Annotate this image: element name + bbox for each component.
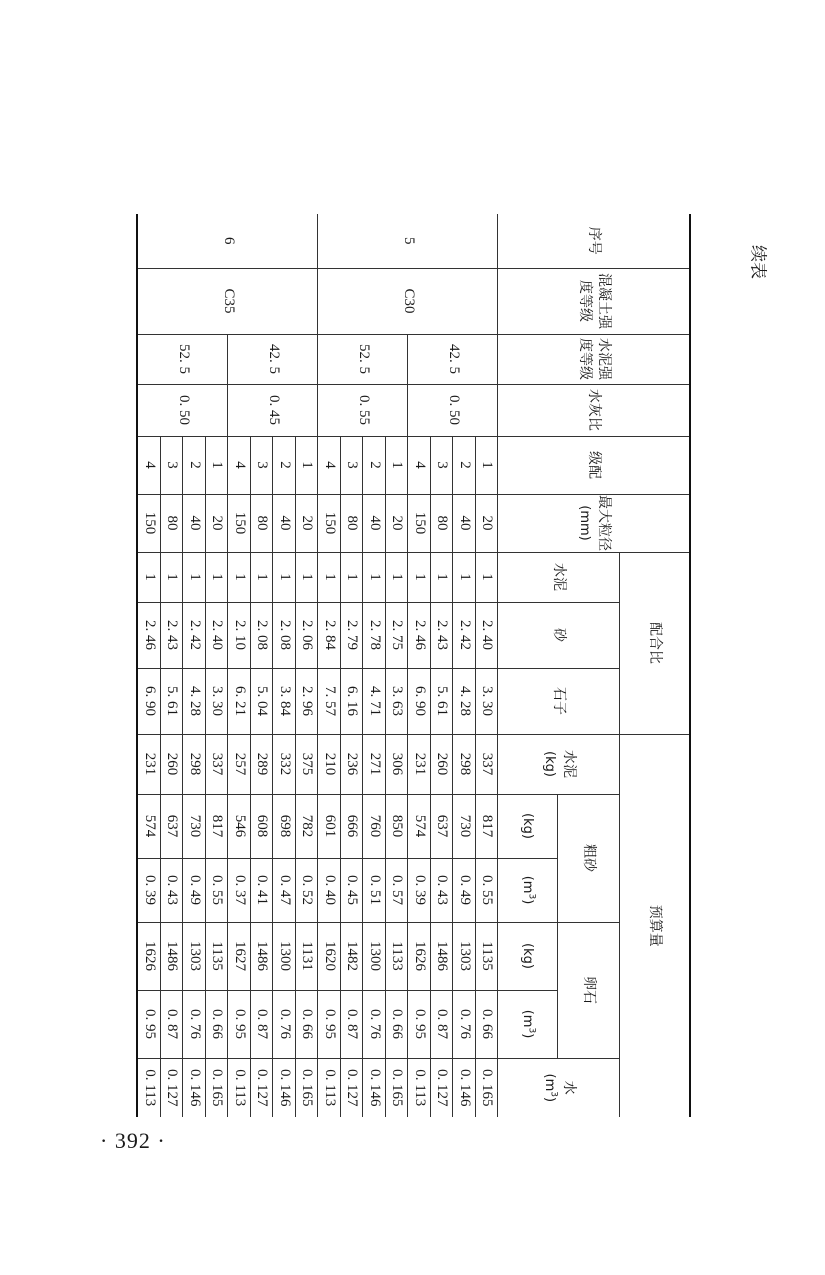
cell-peb-kg: 1620 <box>318 922 341 990</box>
cell-water: 0. 146 <box>453 1058 476 1117</box>
cell-peb-m3: 0. 66 <box>386 990 409 1058</box>
table-wrapper <box>119 214 691 1117</box>
cell-water: 0. 127 <box>161 1058 184 1117</box>
cell-peb-kg: 1303 <box>453 922 476 990</box>
cell-water: 0. 127 <box>251 1058 274 1117</box>
cell-cem: 231 <box>408 734 431 794</box>
cell-seq: 5 <box>318 214 498 268</box>
cell-g: 6. 21 <box>228 668 251 734</box>
cell-sand-m3: 0. 49 <box>453 858 476 922</box>
cell-sand-m3: 0. 37 <box>228 858 251 922</box>
cell-water: 0. 165 <box>296 1058 319 1117</box>
cell-grad: 3 <box>161 436 184 494</box>
cell-water: 0. 127 <box>431 1058 454 1117</box>
cell-max: 40 <box>183 494 206 552</box>
cell-peb-kg: 1135 <box>476 922 499 990</box>
cell-s: 2. 06 <box>296 602 319 668</box>
cell-cement-grade: 42. 5 <box>408 334 498 384</box>
continued-label: 续表 <box>747 245 768 279</box>
cell-wc-ratio: 0. 50 <box>408 384 498 436</box>
cell-c: 1 <box>363 552 386 602</box>
cell-cem: 375 <box>296 734 319 794</box>
cell-max: 80 <box>431 494 454 552</box>
cell-cem: 298 <box>183 734 206 794</box>
cell-cem: 210 <box>318 734 341 794</box>
cell-peb-m3: 0. 66 <box>476 990 499 1058</box>
cell-s: 2. 42 <box>183 602 206 668</box>
cell-max: 150 <box>138 494 161 552</box>
cell-g: 2. 96 <box>296 668 319 734</box>
header-water: 水 $(m^3)$ <box>498 1058 620 1117</box>
cell-cem: 337 <box>206 734 229 794</box>
cell-peb-m3: 0. 95 <box>408 990 431 1058</box>
cell-sand-m3: 0. 45 <box>341 858 364 922</box>
cell-peb-m3: 0. 66 <box>206 990 229 1058</box>
cell-max: 40 <box>363 494 386 552</box>
cell-peb-m3: 0. 76 <box>183 990 206 1058</box>
cell-max: 20 <box>386 494 409 552</box>
table-row <box>386 214 409 1117</box>
cell-sand-kg: 574 <box>138 794 161 858</box>
cell-grad: 2 <box>183 436 206 494</box>
cell-grad: 2 <box>273 436 296 494</box>
cell-water: 0. 113 <box>408 1058 431 1117</box>
cell-max: 20 <box>206 494 229 552</box>
cell-water: 0. 146 <box>183 1058 206 1117</box>
cell-cem: 260 <box>161 734 184 794</box>
cell-s: 2. 40 <box>206 602 229 668</box>
cell-g: 5. 04 <box>251 668 274 734</box>
cell-s: 2. 08 <box>273 602 296 668</box>
cell-sand-m3: 0. 43 <box>161 858 184 922</box>
cell-cem: 257 <box>228 734 251 794</box>
cell-cem: 289 <box>251 734 274 794</box>
cell-peb-kg: 1300 <box>273 922 296 990</box>
cell-g: 6. 90 <box>408 668 431 734</box>
cell-max: 80 <box>251 494 274 552</box>
header-concrete-grade: 混凝土强度等级 <box>498 268 690 334</box>
cell-s: 2. 43 <box>431 602 454 668</box>
cell-max: 80 <box>161 494 184 552</box>
header-cement-kg: 水泥 (kg) <box>498 734 620 794</box>
cell-peb-m3: 0. 76 <box>273 990 296 1058</box>
cell-peb-kg: 1486 <box>431 922 454 990</box>
header-seq: 序号 <box>498 214 690 268</box>
cell-wc-ratio: 0. 50 <box>138 384 229 436</box>
cell-c: 1 <box>251 552 274 602</box>
cell-max: 20 <box>476 494 499 552</box>
cell-grad: 1 <box>206 436 229 494</box>
cell-peb-kg: 1626 <box>138 922 161 990</box>
cell-peb-kg: 1135 <box>206 922 229 990</box>
cell-g: 7. 57 <box>318 668 341 734</box>
cell-c: 1 <box>476 552 499 602</box>
cell-max: 40 <box>453 494 476 552</box>
cell-s: 2. 78 <box>363 602 386 668</box>
cell-g: 3. 84 <box>273 668 296 734</box>
cell-cement-grade: 52. 5 <box>318 334 408 384</box>
cell-cement-grade: 52. 5 <box>138 334 229 384</box>
cell-peb-kg: 1131 <box>296 922 319 990</box>
cell-c: 1 <box>386 552 409 602</box>
header-coarse-sand: 粗砂 <box>558 794 620 922</box>
cell-sand-kg: 698 <box>273 794 296 858</box>
cell-grad: 2 <box>453 436 476 494</box>
cell-sand-m3: 0. 39 <box>408 858 431 922</box>
cell-sand-kg: 730 <box>183 794 206 858</box>
header-mix-ratio: 配合比 <box>620 552 690 734</box>
cell-c: 1 <box>431 552 454 602</box>
cell-water: 0. 165 <box>206 1058 229 1117</box>
table-header <box>498 214 690 1117</box>
cell-sand-m3: 0. 39 <box>138 858 161 922</box>
cell-max: 150 <box>228 494 251 552</box>
cell-water: 0. 165 <box>386 1058 409 1117</box>
cell-c: 1 <box>138 552 161 602</box>
cell-g: 4. 28 <box>183 668 206 734</box>
header-pebble: 卵石 <box>558 922 620 1058</box>
cell-peb-kg: 1303 <box>183 922 206 990</box>
header-mix-stone: 石子 <box>498 668 620 734</box>
cell-cement-grade: 42. 5 <box>228 334 318 384</box>
cell-water: 0. 146 <box>273 1058 296 1117</box>
cell-sand-m3: 0. 57 <box>386 858 409 922</box>
cell-peb-m3: 0. 76 <box>363 990 386 1058</box>
cell-c: 1 <box>206 552 229 602</box>
cell-c: 1 <box>408 552 431 602</box>
cell-sand-m3: 0. 55 <box>206 858 229 922</box>
cell-concrete-grade: C30 <box>318 268 498 334</box>
table-rotation-frame <box>119 214 691 1117</box>
cell-peb-kg: 1482 <box>341 922 364 990</box>
cell-s: 2. 42 <box>453 602 476 668</box>
cell-sand-m3: 0. 52 <box>296 858 319 922</box>
cell-g: 4. 71 <box>363 668 386 734</box>
table-row <box>206 214 229 1117</box>
header-cement-grade: 水泥强度等级 <box>498 334 690 384</box>
cell-max: 150 <box>408 494 431 552</box>
cell-peb-m3: 0. 95 <box>228 990 251 1058</box>
cell-sand-m3: 0. 40 <box>318 858 341 922</box>
page-number: · 392 · <box>100 1128 166 1153</box>
cell-wc-ratio: 0. 45 <box>228 384 318 436</box>
cell-s: 2. 10 <box>228 602 251 668</box>
cell-max: 20 <box>296 494 319 552</box>
header-mix-sand: 砂 <box>498 602 620 668</box>
cell-s: 2. 75 <box>386 602 409 668</box>
cell-water: 0. 165 <box>476 1058 499 1117</box>
cell-c: 1 <box>183 552 206 602</box>
cell-sand-m3: 0. 41 <box>251 858 274 922</box>
cell-peb-m3: 0. 95 <box>318 990 341 1058</box>
cell-cem: 337 <box>476 734 499 794</box>
cell-sand-kg: 730 <box>453 794 476 858</box>
cell-c: 1 <box>273 552 296 602</box>
cell-concrete-grade: C35 <box>138 268 319 334</box>
cell-g: 4. 28 <box>453 668 476 734</box>
cell-grad: 4 <box>138 436 161 494</box>
cell-sand-kg: 760 <box>363 794 386 858</box>
cell-cem: 298 <box>453 734 476 794</box>
cell-sand-kg: 817 <box>206 794 229 858</box>
cell-grad: 1 <box>476 436 499 494</box>
cell-c: 1 <box>228 552 251 602</box>
cell-grad: 2 <box>363 436 386 494</box>
cell-max: 80 <box>341 494 364 552</box>
header-sand-m3: $(m^3)$ <box>498 858 558 922</box>
cell-peb-m3: 0. 95 <box>138 990 161 1058</box>
cell-peb-m3: 0. 76 <box>453 990 476 1058</box>
cell-water: 0. 113 <box>138 1058 161 1117</box>
cell-cem: 260 <box>431 734 454 794</box>
cell-cem: 236 <box>341 734 364 794</box>
cell-peb-kg: 1486 <box>251 922 274 990</box>
cell-c: 1 <box>161 552 184 602</box>
header-sand-kg: (kg) <box>498 794 558 858</box>
cell-max: 40 <box>273 494 296 552</box>
cell-g: 5. 61 <box>161 668 184 734</box>
cell-sand-kg: 637 <box>431 794 454 858</box>
cell-water: 0. 146 <box>363 1058 386 1117</box>
header-pebble-m3: $(m^3)$ <box>498 990 558 1058</box>
cell-sand-kg: 850 <box>386 794 409 858</box>
cell-c: 1 <box>453 552 476 602</box>
cell-g: 6. 90 <box>138 668 161 734</box>
cell-water: 0. 113 <box>228 1058 251 1117</box>
cell-sand-m3: 0. 49 <box>183 858 206 922</box>
cell-water: 0. 127 <box>341 1058 364 1117</box>
cell-grad: 4 <box>408 436 431 494</box>
cell-sand-m3: 0. 47 <box>273 858 296 922</box>
cell-s: 2. 46 <box>138 602 161 668</box>
table-body <box>138 214 499 1117</box>
cell-peb-kg: 1133 <box>386 922 409 990</box>
cell-grad: 4 <box>318 436 341 494</box>
cell-peb-m3: 0. 87 <box>431 990 454 1058</box>
cell-grad: 3 <box>251 436 274 494</box>
header-mix-cement: 水泥 <box>498 552 620 602</box>
cell-peb-m3: 0. 66 <box>296 990 319 1058</box>
cell-g: 3. 30 <box>476 668 499 734</box>
cell-sand-kg: 608 <box>251 794 274 858</box>
header-max-size: 最大粒径 (mm) <box>498 494 690 552</box>
header-budget: 预算量 <box>620 734 690 1117</box>
cell-sand-kg: 601 <box>318 794 341 858</box>
cell-cem: 231 <box>138 734 161 794</box>
cell-sand-kg: 666 <box>341 794 364 858</box>
cell-g: 6. 16 <box>341 668 364 734</box>
cell-sand-kg: 574 <box>408 794 431 858</box>
cell-water: 0. 113 <box>318 1058 341 1117</box>
cell-s: 2. 40 <box>476 602 499 668</box>
cell-peb-kg: 1300 <box>363 922 386 990</box>
cell-sand-kg: 817 <box>476 794 499 858</box>
table-row <box>296 214 319 1117</box>
cell-peb-kg: 1627 <box>228 922 251 990</box>
cell-peb-m3: 0. 87 <box>341 990 364 1058</box>
cell-peb-m3: 0. 87 <box>251 990 274 1058</box>
cell-peb-kg: 1626 <box>408 922 431 990</box>
header-gradation: 级配 <box>498 436 690 494</box>
cell-sand-kg: 546 <box>228 794 251 858</box>
cell-grad: 1 <box>296 436 319 494</box>
cell-s: 2. 46 <box>408 602 431 668</box>
cell-cem: 306 <box>386 734 409 794</box>
cell-g: 3. 63 <box>386 668 409 734</box>
cell-c: 1 <box>341 552 364 602</box>
cell-cem: 271 <box>363 734 386 794</box>
cell-s: 2. 79 <box>341 602 364 668</box>
cell-g: 3. 30 <box>206 668 229 734</box>
cell-max: 150 <box>318 494 341 552</box>
cell-wc-ratio: 0. 55 <box>318 384 408 436</box>
cell-sand-kg: 637 <box>161 794 184 858</box>
cell-cem: 332 <box>273 734 296 794</box>
cell-grad: 3 <box>431 436 454 494</box>
cell-grad: 3 <box>341 436 364 494</box>
header-pebble-kg: (kg) <box>498 922 558 990</box>
cell-c: 1 <box>318 552 341 602</box>
cell-sand-m3: 0. 43 <box>431 858 454 922</box>
mix-proportion-table <box>137 214 692 1117</box>
cell-s: 2. 84 <box>318 602 341 668</box>
header-wc-ratio: 水灰比 <box>498 384 690 436</box>
table-row <box>476 214 499 1117</box>
cell-sand-m3: 0. 55 <box>476 858 499 922</box>
cell-c: 1 <box>296 552 319 602</box>
cell-seq: 6 <box>138 214 319 268</box>
cell-s: 2. 43 <box>161 602 184 668</box>
cell-grad: 1 <box>386 436 409 494</box>
cell-s: 2. 08 <box>251 602 274 668</box>
cell-grad: 4 <box>228 436 251 494</box>
cell-peb-kg: 1486 <box>161 922 184 990</box>
cell-sand-m3: 0. 51 <box>363 858 386 922</box>
cell-sand-kg: 782 <box>296 794 319 858</box>
cell-peb-m3: 0. 87 <box>161 990 184 1058</box>
cell-g: 5. 61 <box>431 668 454 734</box>
